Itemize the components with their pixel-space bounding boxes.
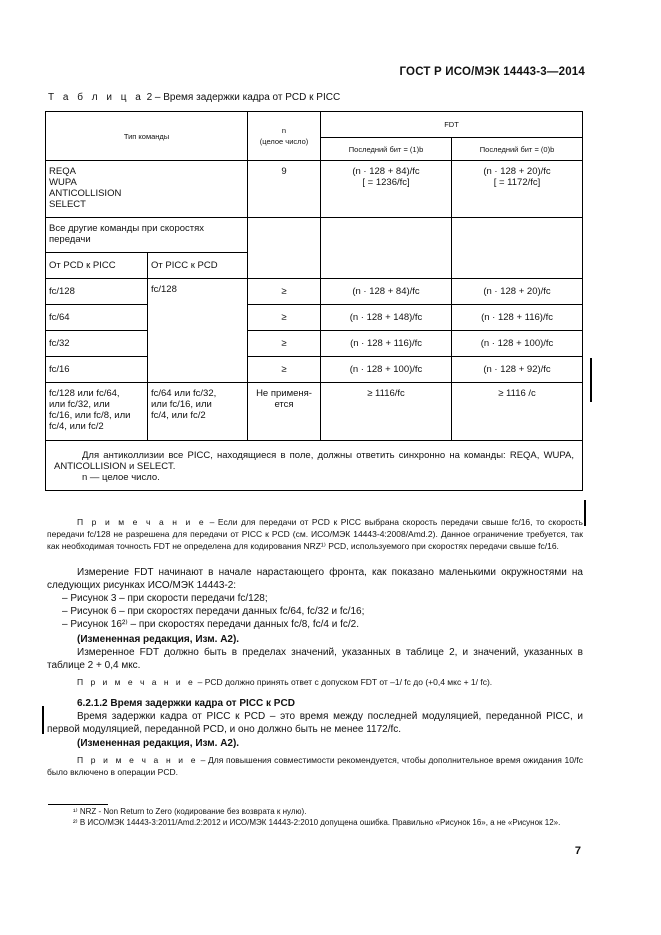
subheader-pcd-to-picc: От PCD к PICC xyxy=(46,253,148,279)
table-footer-note xyxy=(46,441,583,491)
rate-cell: fc/64 xyxy=(46,305,148,331)
table-caption-text: – Время задержки кадра от PCD к PICC xyxy=(154,92,341,103)
row-basic-n: 9 xyxy=(248,161,321,218)
fdt0-cell: (n · 128 + 92)/fc xyxy=(452,357,583,383)
frame-delay-table xyxy=(45,111,583,491)
fdt0-cell: ≥ 1116 /c xyxy=(452,383,583,441)
para-fdt: Измерение FDT начинают в начале нарастающего фронта, как показано маленькими окружностями на следующих рисунках ИСО/МЭК 14443-2: xyxy=(47,567,583,591)
bullet-item: – Рисунок 6 – при скоростях передачи данных fc/64, fc/32 и fc/16; xyxy=(62,606,365,617)
para-picc-delay: Время задержки кадра от PICC к PCD – это время между последней модуляцией, переданной PICC, и первой модуляцией, переданной PCD, и оно должно быть не менее 1172/fc. xyxy=(47,711,583,735)
rate-cell: fc/128 xyxy=(148,279,248,383)
fdt1-cell: (n · 128 + 116)/fc xyxy=(321,331,452,357)
header-command-type: Тип команды xyxy=(46,112,248,161)
fdt0-cell: (n · 128 + 100)/fc xyxy=(452,331,583,357)
row-basic-fdt0: (n · 128 + 20)/fc [ = 1172/fc] xyxy=(452,161,583,218)
revision-bar xyxy=(590,358,592,402)
note-1-label: П р и м е ч а н и е xyxy=(77,517,207,527)
para-measured: Измеренное FDT должно быть в пределах значений, указанных в таблице 2, и значений, указанных в таблице 2 + 0,4 мкс. xyxy=(47,647,583,671)
rate-cell: fc/16 xyxy=(46,357,148,383)
footnote-2: ²⁾ В ИСО/МЭК 14443-3:2011/Amd.2:2012 и ИСО/МЭК 14443-2:2010 допущена ошибка. Правильно «Рисунок 16», а не «Рисунок 12». xyxy=(73,818,561,827)
bullet-item: – Рисунок 16²⁾ – при скоростях передачи данных fc/8, fc/4 и fc/2. xyxy=(62,619,360,630)
n-cell: ≥ xyxy=(248,279,321,305)
subheader-picc-to-pcd: От PICC к PCD xyxy=(148,253,248,279)
section-heading xyxy=(47,697,583,710)
empty-cell xyxy=(248,218,321,279)
fdt0-cell: (n · 128 + 20)/fc xyxy=(452,279,583,305)
note-1-text: – Если для передачи от PCD к PICC выбрана скорость передачи свыше fc/16, то скорость передачи fc/128 не разрешена для передачи от PICC к PCD (см. ИСО/МЭК 14443-4:2008/Amd.2). Данное ограничение требуется, так как необходимая точность FDT не определена для кодирования NRZ¹⁾ PCD, используемого при скоростях передачи свыше fc/16. xyxy=(47,517,583,551)
footer-note-text: Для антиколлизии все PICC, находящиеся в поле, должны ответить синхронно на команды: REQA, WUPA, ANTICOLLISION и SELECT. xyxy=(54,450,575,472)
fdt1-cell: (n · 128 + 148)/fc xyxy=(321,305,452,331)
document-code: ГОСТ Р ИСО/МЭК 14443-3—2014 xyxy=(399,66,585,78)
amendment-2: (Измененная редакция, Изм. А2). xyxy=(77,738,240,749)
amendment-1: (Измененная редакция, Изм. А2). xyxy=(77,634,240,645)
rate-cell-multi: fc/128 или fc/64, или fc/32, или fc/16, или fc/8, или fc/4, или fc/2 xyxy=(46,383,148,441)
row-basic-fdt1: (n · 128 + 84)/fc [ = 1236/fc] xyxy=(321,161,452,218)
bullet-list xyxy=(62,592,582,631)
footer-n-definition: n — целое число. xyxy=(82,472,160,483)
header-n: n (целое число) xyxy=(248,112,321,161)
bullet-item: – Рисунок 3 – при скорости передачи fc/128; xyxy=(62,593,268,604)
row-basic-commands: REQA WUPA ANTICOLLISION SELECT xyxy=(46,161,248,218)
rate-cell-multi: fc/64 или fc/32, или fc/16, или fc/4, или fc/2 xyxy=(148,383,248,441)
section-number: 6.2.1.2 xyxy=(77,698,108,709)
section-title: Время задержки кадра от PICC к PCD xyxy=(110,698,295,709)
note-2-text: – PCD должно принять ответ с допуском FDT от –1/ fc до (+0,4 мкс + 1/ fc). xyxy=(195,677,493,687)
fdt1-cell: (n · 128 + 100)/fc xyxy=(321,357,452,383)
note-2-label: П р и м е ч а н и е xyxy=(77,677,196,687)
empty-cell xyxy=(321,218,452,279)
fdt0-cell: (n · 128 + 116)/fc xyxy=(452,305,583,331)
fdt1-cell: (n · 128 + 84)/fc xyxy=(321,279,452,305)
note-3-label: П р и м е ч а н и е xyxy=(77,755,198,765)
footnote-separator xyxy=(48,804,108,805)
header-last-bit-1: Последний бит = (1)b xyxy=(321,138,452,161)
footnote-1: ¹⁾ NRZ - Non Return to Zero (кодирование без возврата к нулю). xyxy=(73,807,307,816)
header-fdt: FDT xyxy=(321,112,583,138)
footnotes xyxy=(47,806,583,828)
fdt1-cell: ≥ 1116/fc xyxy=(321,383,452,441)
row-other-commands: Все другие команды при скоростях передачи xyxy=(46,218,248,253)
note-1 xyxy=(47,516,583,552)
page-number: 7 xyxy=(574,845,581,857)
n-cell: ≥ xyxy=(248,331,321,357)
n-cell: ≥ xyxy=(248,305,321,331)
revision-bar xyxy=(584,500,586,526)
rate-cell: fc/32 xyxy=(46,331,148,357)
empty-cell xyxy=(452,218,583,279)
note-2 xyxy=(47,676,583,688)
n-cell: ≥ xyxy=(248,357,321,383)
table-caption-prefix: Т а б л и ц а xyxy=(48,92,144,103)
n-not-applicable: Не применя- ется xyxy=(248,383,321,441)
rate-cell: fc/128 xyxy=(46,279,148,305)
table-caption-num: 2 xyxy=(146,92,153,103)
note-3-text: – Для повышения совместимости рекомендуется, чтобы дополнительное время ожидания 10/fc было включено в операции PCD. xyxy=(47,755,583,777)
table-caption xyxy=(48,92,340,103)
revision-bar xyxy=(42,706,44,734)
header-last-bit-0: Последний бит = (0)b xyxy=(452,138,583,161)
note-3 xyxy=(47,754,583,778)
